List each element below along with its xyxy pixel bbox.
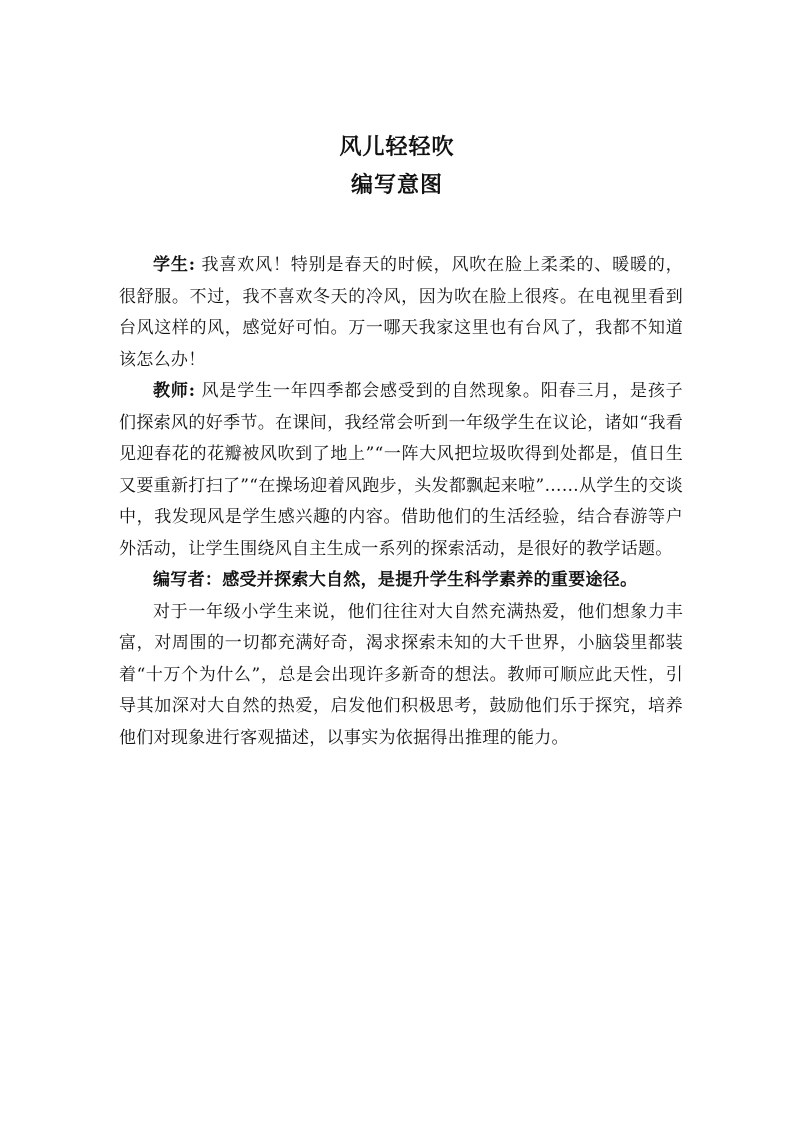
paragraph-teacher (119, 376, 683, 565)
paragraph-discussion (119, 597, 683, 755)
paragraph-text: 风是学生一年四季都会感受到的自然现象。阳春三月，是孩子们探索风的好季节。在课间，我经常会听到一年级学生在议论，诸如“我看见迎春花的花瓣被风吹到了地上”“一阵大风把垃圾吹得到处都是，值日生又要重新打扫了”“在操场迎着风跑步，头发都飘起来啦”……从学生的交谈中，我发现风是学生感兴趣的内容。借助他们的生活经验，结合春游等户外活动，让学生围绕风自主生成一系列的探索活动，是很好的教学话题。 (119, 381, 683, 559)
title-block (0, 128, 794, 204)
document-body (119, 250, 683, 754)
paragraph-text: 感受并探索大自然，是提升学生科学素养的重要途径。 (222, 570, 638, 590)
paragraph-writer (119, 565, 683, 597)
paragraph-label: 学生: (153, 255, 196, 275)
paragraph-text: 我喜欢风！特别是春天的时候，风吹在脸上柔柔的、暖暖的，很舒服。不过，我不喜欢冬天的冷风，因为吹在脸上很疼。在电视里看到台风这样的风，感觉好可怕。万一哪天我家这里也有台风了，我都不知道该怎么办！ (119, 255, 683, 370)
paragraph-label: 教师: (153, 381, 196, 401)
paragraph-text: 对于一年级小学生来说，他们往往对大自然充满热爱，他们想象力丰富，对周围的一切都充满好奇，渴求探索未知的大千世界，小脑袋里都装着“十万个为什么”，总是会出现许多新奇的想法。教师可顺应此天性，引导其加深对大自然的热爱，启发他们积极思考，鼓励他们乐于探究，培养他们对现象进行客观描述，以事实为依据得出推理的能力。 (119, 601, 683, 748)
document-title: 风儿轻轻吹 (339, 134, 455, 160)
document-subtitle: 编写意图 (350, 172, 443, 198)
paragraph-label: 编写者： (153, 570, 223, 590)
paragraph-student (119, 250, 683, 376)
